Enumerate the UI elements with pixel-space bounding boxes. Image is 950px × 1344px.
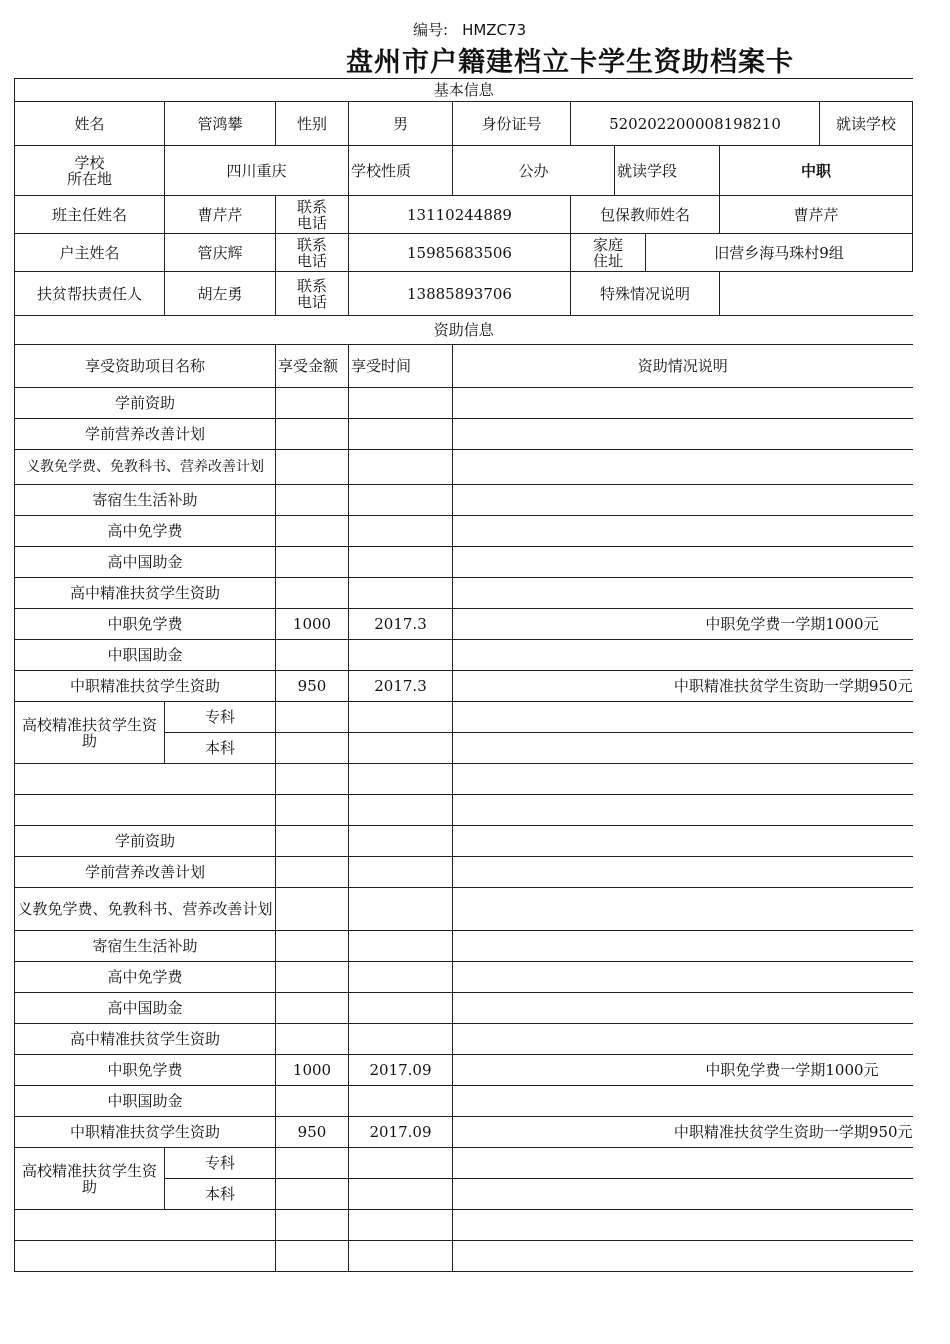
time: 2017.3 (349, 671, 453, 702)
description (453, 962, 913, 993)
time: 2017.09 (349, 1055, 453, 1086)
description (453, 578, 913, 609)
project-name (15, 764, 276, 795)
amount (276, 764, 349, 795)
college-sub-junior: 专科 (165, 1148, 276, 1179)
card-number-label: 编号: (413, 21, 449, 39)
amount (276, 857, 349, 888)
amount (276, 419, 349, 450)
amount: 1000 (276, 609, 349, 640)
description (453, 733, 913, 764)
address-label-line1: 家庭 (592, 235, 623, 254)
table-row (15, 795, 913, 826)
amount (276, 516, 349, 547)
time (349, 1086, 453, 1117)
table-row (15, 450, 913, 485)
table-row (15, 609, 913, 640)
description (453, 795, 913, 826)
school-location-value: 四川重庆 (165, 146, 349, 196)
project-name: 寄宿生生活补助 (15, 931, 276, 962)
table-row (15, 888, 913, 931)
time (349, 1241, 453, 1272)
aid-person-value: 胡左勇 (165, 272, 276, 316)
householder-phone-value: 15985683506 (349, 234, 571, 272)
college-aid-label: 高校精准扶贫学生资助 (15, 702, 165, 764)
aid-person-label: 扶贫帮扶责任人 (15, 272, 165, 316)
time (349, 795, 453, 826)
amount (276, 931, 349, 962)
description: 中职精准扶贫学生资助一学期950元 (453, 671, 913, 702)
table-row (15, 419, 913, 450)
basic-info-heading: 基本信息 (15, 79, 913, 102)
gender-label: 性别 (276, 102, 349, 146)
time: 2017.3 (349, 609, 453, 640)
time (349, 388, 453, 419)
householder-value: 管庆辉 (165, 234, 276, 272)
amount (276, 888, 349, 931)
amount (276, 962, 349, 993)
table-row (15, 1086, 913, 1117)
amount (276, 578, 349, 609)
table-row (15, 826, 913, 857)
table-row (15, 764, 913, 795)
description (453, 993, 913, 1024)
amount (276, 547, 349, 578)
teacher-phone-label (276, 196, 349, 234)
project-name: 义教免学费、免教科书、营养改善计划 (15, 888, 276, 931)
teacher-value: 曹芹芹 (165, 196, 276, 234)
amount (276, 388, 349, 419)
table-row (15, 962, 913, 993)
project-name: 中职精准扶贫学生资助 (15, 671, 276, 702)
project-name: 中职免学费 (15, 609, 276, 640)
school-location-label-line2: 所在地 (66, 169, 112, 188)
project-name: 高中国助金 (15, 547, 276, 578)
special-label: 特殊情况说明 (571, 272, 720, 316)
time (349, 931, 453, 962)
description (453, 1148, 913, 1179)
col-amount-header: 享受金额 (276, 345, 349, 388)
gender-value: 男 (349, 102, 453, 146)
project-name: 中职国助金 (15, 1086, 276, 1117)
address-label (571, 234, 646, 272)
funding-info-heading: 资助信息 (15, 316, 913, 345)
college-sub-junior: 专科 (165, 702, 276, 733)
project-name: 高中免学费 (15, 962, 276, 993)
special-value (720, 272, 913, 316)
amount (276, 640, 349, 671)
college-sub-undergrad: 本科 (165, 733, 276, 764)
time (349, 1024, 453, 1055)
aid-person-phone-label (276, 272, 349, 316)
college-sub-undergrad: 本科 (165, 1179, 276, 1210)
phone-label-line2: 电话 (296, 213, 327, 232)
description (453, 388, 913, 419)
project-name: 高中国助金 (15, 993, 276, 1024)
amount (276, 1086, 349, 1117)
address-value: 旧营乡海马珠村9组 (646, 234, 913, 272)
time (349, 857, 453, 888)
amount (276, 826, 349, 857)
project-name: 高中精准扶贫学生资助 (15, 578, 276, 609)
description (453, 857, 913, 888)
table-row (15, 1241, 913, 1272)
phone-label-line1: 联系 (296, 197, 327, 216)
amount: 1000 (276, 1055, 349, 1086)
name-value: 管鸿攀 (165, 102, 276, 146)
table-row (15, 516, 913, 547)
time: 2017.09 (349, 1117, 453, 1148)
description (453, 419, 913, 450)
time (349, 826, 453, 857)
project-name: 中职精准扶贫学生资助 (15, 1117, 276, 1148)
teacher-label: 班主任姓名 (15, 196, 165, 234)
description: 中职免学费一学期1000元 (453, 1055, 913, 1086)
card-number-value: HMZC73 (462, 21, 527, 39)
description: 中职免学费一学期1000元 (453, 609, 913, 640)
time (349, 888, 453, 931)
project-name: 高中免学费 (15, 516, 276, 547)
project-name: 高中精准扶贫学生资助 (15, 1024, 276, 1055)
col-desc-header: 资助情况说明 (453, 345, 913, 388)
amount (276, 795, 349, 826)
project-name: 中职免学费 (15, 1055, 276, 1086)
description (453, 547, 913, 578)
school-type-label: 学校性质 (349, 146, 453, 196)
time (349, 1179, 453, 1210)
college-aid-label: 高校精准扶贫学生资助 (15, 1148, 165, 1210)
description: 中职精准扶贫学生资助一学期950元 (453, 1117, 913, 1148)
table-row (15, 485, 913, 516)
project-name: 义教免学费、免教科书、营养改善计划 (15, 450, 276, 485)
table-row (15, 857, 913, 888)
amount (276, 1179, 349, 1210)
description (453, 888, 913, 931)
time (349, 993, 453, 1024)
table-row (15, 1024, 913, 1055)
phone-label-line1: 联系 (296, 276, 327, 295)
time (349, 640, 453, 671)
time (349, 1210, 453, 1241)
time (349, 962, 453, 993)
table-row (15, 931, 913, 962)
table-row (15, 1055, 913, 1086)
project-name: 学前营养改善计划 (15, 419, 276, 450)
description (453, 764, 913, 795)
project-name (15, 795, 276, 826)
time (349, 450, 453, 485)
guarantee-teacher-value: 曹芹芹 (720, 196, 913, 234)
description (453, 640, 913, 671)
description (453, 1086, 913, 1117)
table-row (15, 578, 913, 609)
amount (276, 485, 349, 516)
table-row (15, 547, 913, 578)
project-name: 中职国助金 (15, 640, 276, 671)
table-row (15, 640, 913, 671)
description (453, 826, 913, 857)
description (453, 485, 913, 516)
time (349, 547, 453, 578)
description (453, 1179, 913, 1210)
teacher-phone-value: 13110244889 (349, 196, 571, 234)
archive-card-table (14, 78, 913, 1272)
id-label: 身份证号 (453, 102, 571, 146)
card-number (413, 19, 540, 40)
school-location-label-line1: 学校 (74, 153, 105, 172)
col-time-header: 享受时间 (349, 345, 453, 388)
description (453, 1024, 913, 1055)
description (453, 702, 913, 733)
phone-label-line2: 电话 (296, 251, 327, 270)
page-title: 盘州市户籍建档立卡学生资助档案卡 (346, 47, 794, 78)
amount (276, 1024, 349, 1055)
address-label-line2: 住址 (592, 251, 623, 270)
householder-phone-label (276, 234, 349, 272)
guarantee-teacher-label: 包保教师姓名 (571, 196, 720, 234)
phone-label-line1: 联系 (296, 235, 327, 254)
time (349, 516, 453, 547)
time (349, 764, 453, 795)
table-row (15, 388, 913, 419)
time (349, 419, 453, 450)
householder-label: 户主姓名 (15, 234, 165, 272)
amount: 950 (276, 1117, 349, 1148)
description (453, 1210, 913, 1241)
project-name (15, 1210, 276, 1241)
project-name: 学前资助 (15, 388, 276, 419)
id-value: 520202200008198210 (571, 102, 820, 146)
table-row (15, 671, 913, 702)
time (349, 702, 453, 733)
amount (276, 1210, 349, 1241)
description (453, 450, 913, 485)
project-name (15, 1241, 276, 1272)
table-row (15, 1148, 913, 1179)
amount (276, 1148, 349, 1179)
table-row (15, 1210, 913, 1241)
amount (276, 702, 349, 733)
table-row (15, 993, 913, 1024)
time (349, 1148, 453, 1179)
time (349, 578, 453, 609)
amount (276, 993, 349, 1024)
table-row (15, 1117, 913, 1148)
amount (276, 1241, 349, 1272)
description (453, 1241, 913, 1272)
school-label: 就读学校 (820, 102, 913, 146)
stage-value: 中职 (720, 146, 913, 196)
phone-label-line2: 电话 (296, 292, 327, 311)
description (453, 931, 913, 962)
amount (276, 450, 349, 485)
school-type-value: 公办 (453, 146, 615, 196)
project-name: 寄宿生生活补助 (15, 485, 276, 516)
time (349, 485, 453, 516)
name-label: 姓名 (15, 102, 165, 146)
school-location-label (15, 146, 165, 196)
table-row (15, 702, 913, 733)
stage-label: 就读学段 (615, 146, 720, 196)
amount: 950 (276, 671, 349, 702)
amount (276, 733, 349, 764)
col-project-header: 享受资助项目名称 (15, 345, 276, 388)
time (349, 733, 453, 764)
description (453, 516, 913, 547)
project-name: 学前资助 (15, 826, 276, 857)
aid-person-phone-value: 13885893706 (349, 272, 571, 316)
project-name: 学前营养改善计划 (15, 857, 276, 888)
